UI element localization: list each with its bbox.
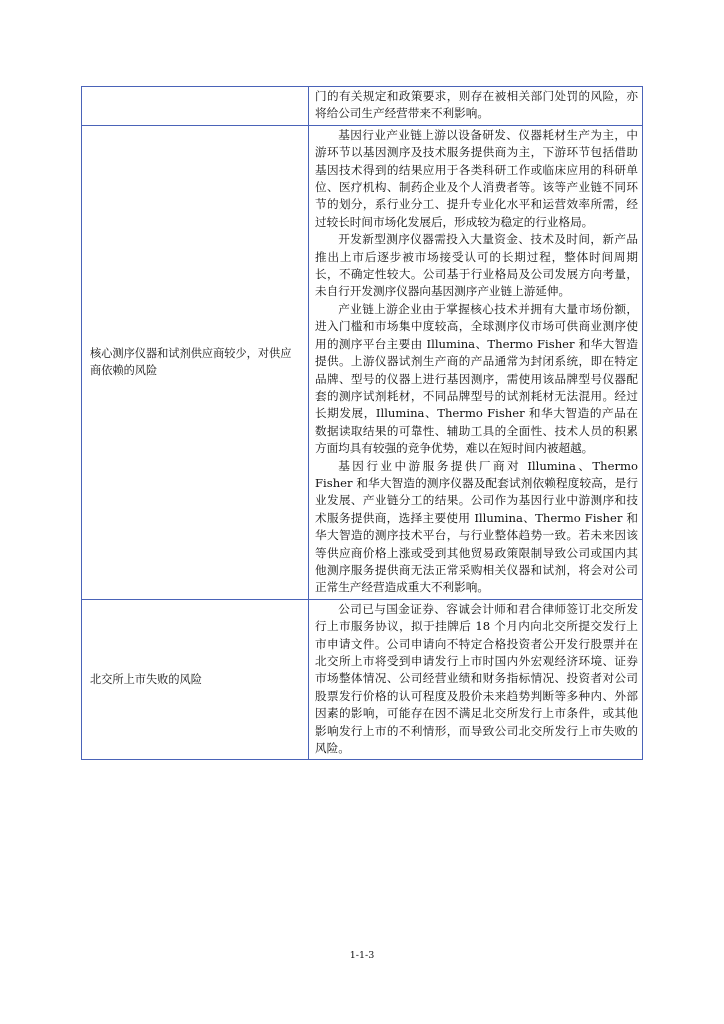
- risk-label-cell: [82, 125, 309, 599]
- risk-content-cell: [309, 599, 643, 760]
- risk-paragraph: 基因行业产业链上游以设备研发、仪器耗材生产为主，中游环节以基因测序及技术服务提供商为主，下游环节包括借助基因技术得到的结果应用于各类科研工作或临床应用的科研单位、医疗机构、制药企业及个人消费者等。该等产业链不同环节的划分，系行业分工、提升专业化水平和运营效率所需，经过较长时间市场化发展后，形成较为稳定的行业格局。: [315, 127, 638, 229]
- risk-label-cell: [82, 599, 309, 760]
- risk-label: 北交所上市失败的风险: [90, 673, 202, 687]
- risk-paragraph: 基因行业中游服务提供厂商对 Illumina、Thermo Fisher 和华大智造的测序仪器及配套试剂依赖程度较高，是行业发展、产业链分工的结果。公司作为基因行业中游测序和技术服务提供商，选择主要使用 Illumina、Thermo Fisher 和华大智造的测序技术平台，与行业整体趋势一致。若未来因该等供应商价格上涨或受到其他贸易政策限制导致公司或国内其他测序服务提供商无法正常采购相关仪器和试剂，将会对公司正常生产经营造成重大不利影响。: [315, 458, 638, 595]
- risk-paragraph: 产业链上游企业由于掌握核心技术并拥有大量市场份额，进入门槛和市场集中度较高，全球测序仪市场可供商业测序使用的测序平台主要由 Illumina、Thermo Fisher 和华大智造提供。上游仪器试剂生产商的产品通常为封闭系统，即在特定品牌、型号的仪器上进行基因测序，需使用该品牌型号仪器配套的测序试剂耗材，不同品牌型号的试剂耗材无法混用。经过长期发展，Illumina、Thermo Fisher 和华大智造的产品在数据读取结果的可靠性、辅助工具的全面性、技术人员的积累方面均具有较强的竞争优势，难以在短时间内被超越。: [315, 301, 638, 456]
- risk-content-cell: [309, 87, 643, 126]
- page-number: 1-1-3: [349, 950, 375, 961]
- risk-label-cell: [82, 87, 309, 126]
- table-row: [82, 125, 643, 599]
- risk-paragraph: 开发新型测序仪器需投入大量资金、技术及时间，新产品推出上市后逐步被市场接受认可的长期过程，整体时间周期长，不确定性较大。公司基于行业格局及公司发展方向考量，未自行开发测序仪器向基因测序产业链上游延伸。: [315, 232, 638, 299]
- risk-label: 核心测序仪器和试剂供应商较少，对供应商依赖的风险: [90, 347, 292, 378]
- risk-content-cell: [309, 125, 643, 599]
- table-row: [82, 599, 643, 760]
- risk-paragraph: 门的有关规定和政策要求，则存在被相关部门处罚的风险，亦将给公司生产经营带来不利影响。: [315, 89, 638, 121]
- table-row: [82, 87, 643, 126]
- risk-paragraph: 公司已与国金证券、容诚会计师和君合律师签订北交所发行上市服务协议，拟于挂牌后 18 个月内向北交所提交发行上市申请文件。公司申请向不特定合格投资者公开发行股票并在北交所上市将受到申请发行上市时国内外宏观经济环境、证券市场整体情况、公司经营业绩和财务指标情况、投资者对公司股票发行价格的认可程度及股价未来趋势判断等多种内、外部因素的影响，可能存在因不满足北交所发行上市条件，或其他影响发行上市的不利情形，而导致公司北交所发行上市失败的风险。: [315, 601, 638, 756]
- risk-table: [81, 86, 643, 760]
